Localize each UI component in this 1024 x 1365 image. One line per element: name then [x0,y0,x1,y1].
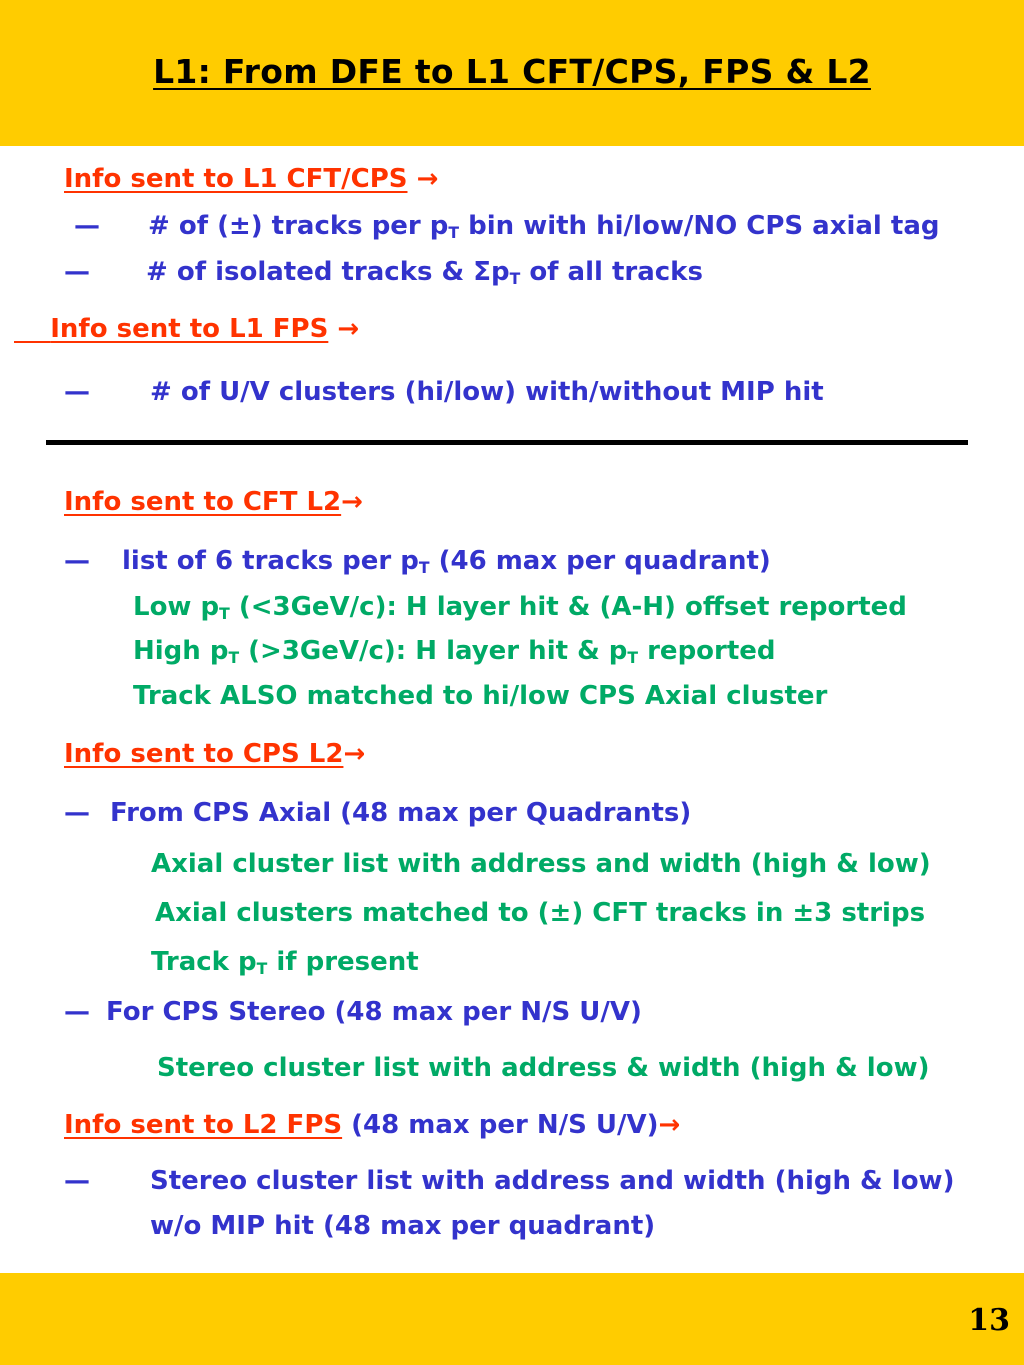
bullet-text: # of (±) tracks per $p_T$ bin with hi/low/NO CPS axial tag [148,211,940,242]
bullet-line [64,257,703,288]
dash-icon: — [64,257,90,287]
section-header-text: Info sent to CFT L2 [64,487,342,517]
sub-item: High $p_T$ (>3GeV/c): H layer hit & $p_T$ reported [133,636,776,667]
bullet-text: list of 6 tracks per $p_T$ (46 max per quadrant) [122,546,771,577]
dash-icon: — [64,546,90,576]
bullet-text: # of U/V clusters (hi/low) with/without MIP hit [150,377,824,407]
bullet-line [74,211,940,242]
sub-item: Track ALSO matched to hi/low CPS Axial cluster [133,681,828,711]
arrow-right-icon: → [343,739,366,769]
divider-rule [46,440,968,445]
bullet-text: For CPS Stereo (48 max per N/S U/V) [106,997,642,1027]
sub-item: Stereo cluster list with address & width (high & low) [157,1053,930,1083]
section-header-cps-l2 [64,741,365,767]
footer-band [0,1273,1024,1365]
bullet-line [64,1166,955,1196]
bullet-line [64,546,771,577]
sub-item: Low $p_T$ (<3GeV/c): H layer hit & (A-H) offset reported [133,592,907,623]
sub-item: Axial clusters matched to (±) CFT tracks in ±3 strips [155,898,926,928]
arrow-right-icon: → [416,164,439,194]
bullet-line [64,997,642,1027]
bullet-text: Stereo cluster list with address and width (high & low) [150,1166,955,1196]
section-header-text: Info sent to CPS L2 [64,739,344,769]
sub-item: Track $p_T$ if present [151,947,419,978]
section-header-text: Info sent to L2 FPS [64,1110,343,1140]
section-header-suffix: (48 max per N/S U/V) [342,1110,659,1140]
section-header-l1-fps [14,316,359,342]
bullet-line [64,377,824,407]
dash-icon: — [64,1166,90,1196]
section-header-text: Info sent to L1 CFT/CPS [64,164,408,194]
slide-title: L1: From DFE to L1 CFT/CPS, FPS & L2 [153,52,871,91]
section-header-text: Info sent to L1 FPS [50,314,329,344]
sub-item: Axial cluster list with address and width (high & low) [151,849,931,879]
dash-icon: — [64,997,90,1027]
bullet-text: From CPS Axial (48 max per Quadrants) [110,798,692,828]
dash-icon: — [74,211,100,241]
section-header-cft-l2 [64,489,363,515]
bullet-line [64,798,692,828]
dash-icon: — [64,377,90,407]
section-header-l2-fps [64,1112,680,1138]
page-number: 13 [968,1303,1010,1338]
dash-icon: — [64,798,90,828]
bullet-continuation: w/o MIP hit (48 max per quadrant) [150,1211,656,1241]
arrow-right-icon: → [658,1110,681,1140]
bullet-text: # of isolated tracks & $\Sigma p_T$ of all tracks [146,257,703,288]
arrow-right-icon: → [341,487,363,517]
arrow-right-icon: → [337,314,360,344]
section-header-l1-cft-cps [64,166,438,192]
